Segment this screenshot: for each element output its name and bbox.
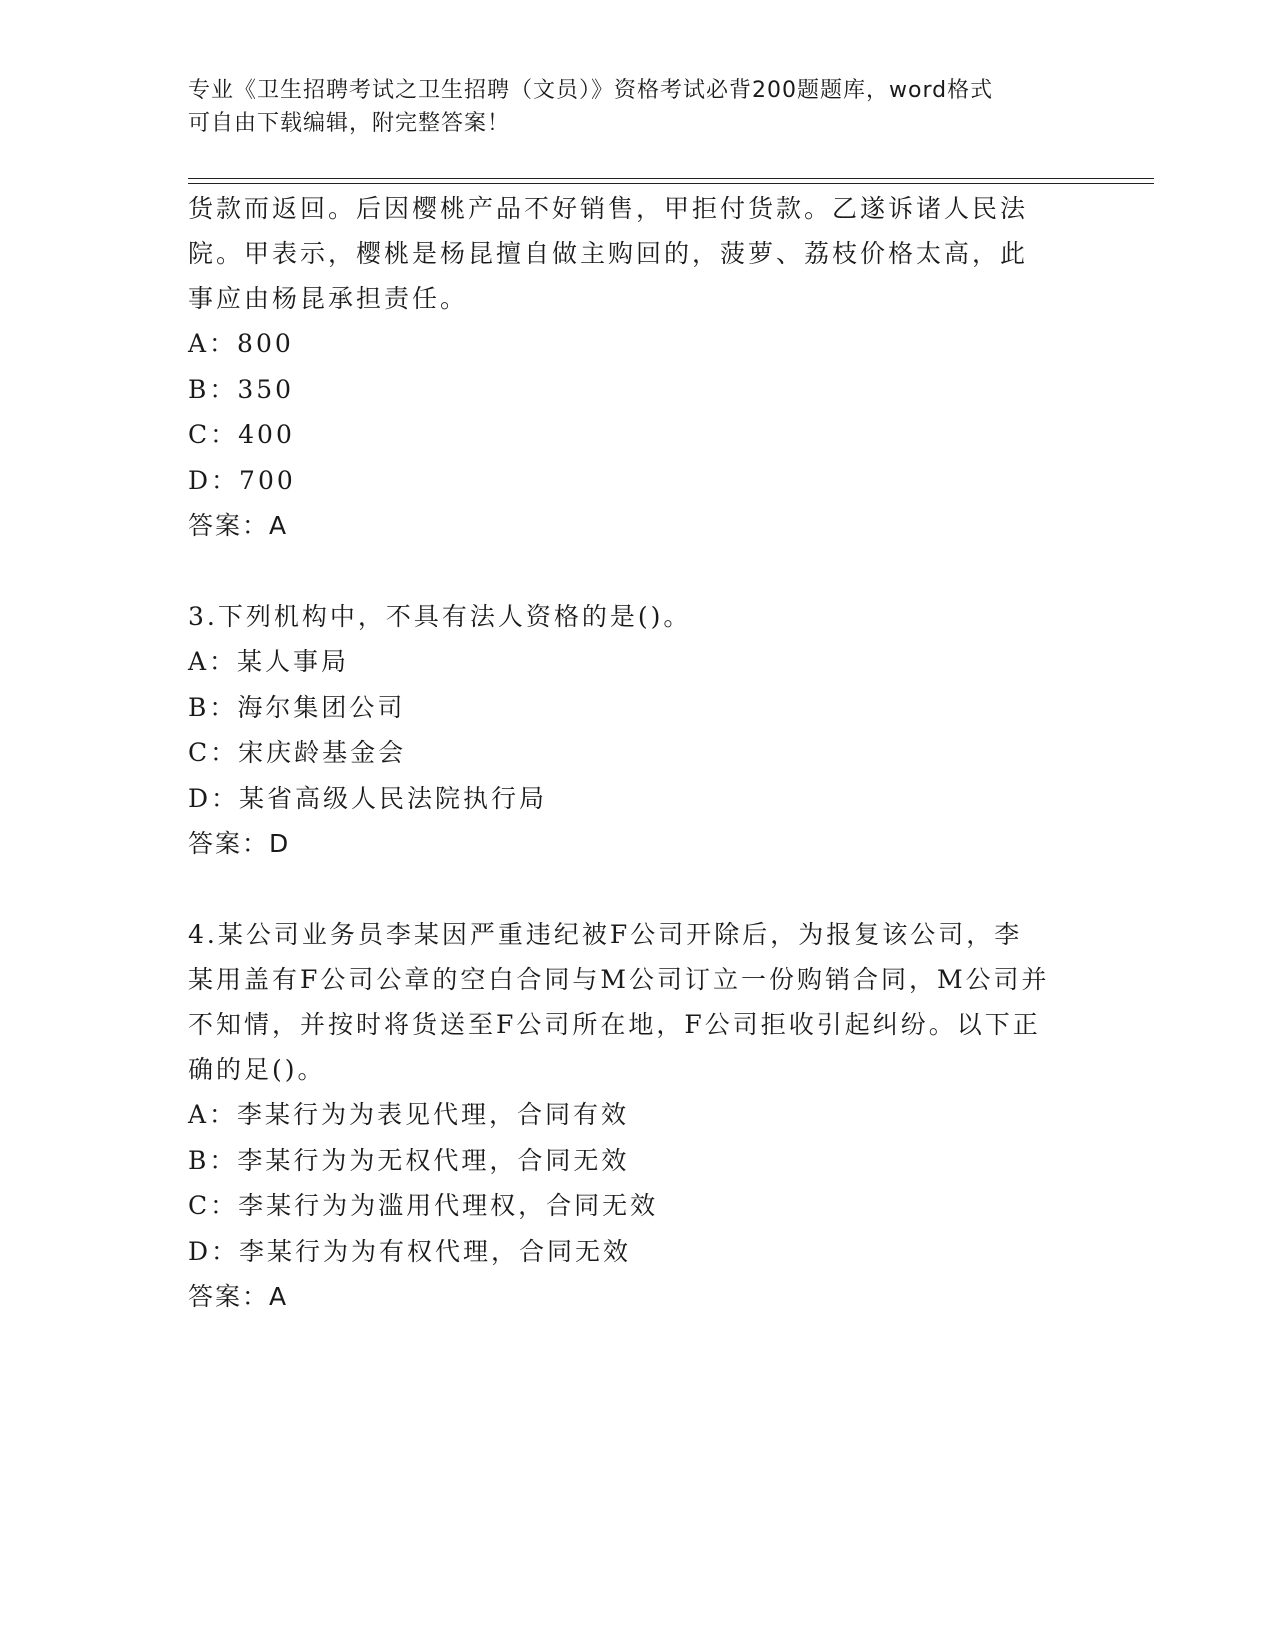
question-text-line: 4.某公司业务员李某因严重违纪被F公司开除后，为报复该公司，李 xyxy=(188,920,1023,949)
option-b: B：350 xyxy=(188,374,295,404)
header-rule-bottom xyxy=(188,183,1154,184)
option-d: D：某省高级人民法院执行局 xyxy=(188,783,548,813)
question-text-line: 货款而返回。后因樱桃产品不好销售，甲拒付货款。乙遂诉诸人民法 xyxy=(188,194,1029,223)
question-text-line: 确的足()。 xyxy=(188,1055,326,1084)
question-3 xyxy=(188,594,1088,867)
option-c: C：400 xyxy=(188,420,295,449)
question-text-line: 不知情，并按时将货送至F公司所在地，F公司拒收引起纠纷。以下正 xyxy=(188,1010,1041,1039)
option-a: A：某人事局 xyxy=(188,647,350,676)
header-rule-top xyxy=(188,178,1154,179)
option-b: B：李某行为为无权代理，合同无效 xyxy=(188,1145,630,1175)
question-text-line: 某用盖有F公司公章的空白合同与M公司订立一份购销合同，M公司并 xyxy=(188,965,1050,994)
header-line-2: 可自由下载编辑，附完整答案！ xyxy=(188,111,511,136)
option-d: D：李某行为为有权代理，合同无效 xyxy=(188,1236,632,1266)
option-a: A：800 xyxy=(188,329,294,358)
question-2-continued xyxy=(188,186,1088,549)
answer-line: 答案：A xyxy=(188,511,289,540)
option-b: B：海尔集团公司 xyxy=(188,692,406,722)
option-c: C：宋庆龄基金会 xyxy=(188,738,407,767)
question-text-line: 3.下列机构中，不具有法人资格的是()。 xyxy=(188,602,692,631)
document-body xyxy=(188,186,1088,1320)
document-header xyxy=(188,74,1088,140)
question-text-line: 院。甲表示，樱桃是杨昆擅自做主购回的，菠萝、荔枝价格太高，此 xyxy=(188,239,1029,268)
answer-line: 答案：A xyxy=(188,1282,289,1311)
option-c: C：李某行为为滥用代理权，合同无效 xyxy=(188,1191,659,1220)
option-a: A：李某行为为表见代理，合同有效 xyxy=(188,1100,630,1129)
question-4 xyxy=(188,912,1088,1320)
header-line-1: 专业《卫生招聘考试之卫生招聘（文员）》资格考试必背200题题库，word格式 xyxy=(188,78,994,103)
answer-line: 答案：D xyxy=(188,829,291,858)
option-d: D：700 xyxy=(188,465,296,495)
question-text-line: 事应由杨昆承担责任。 xyxy=(188,284,469,313)
